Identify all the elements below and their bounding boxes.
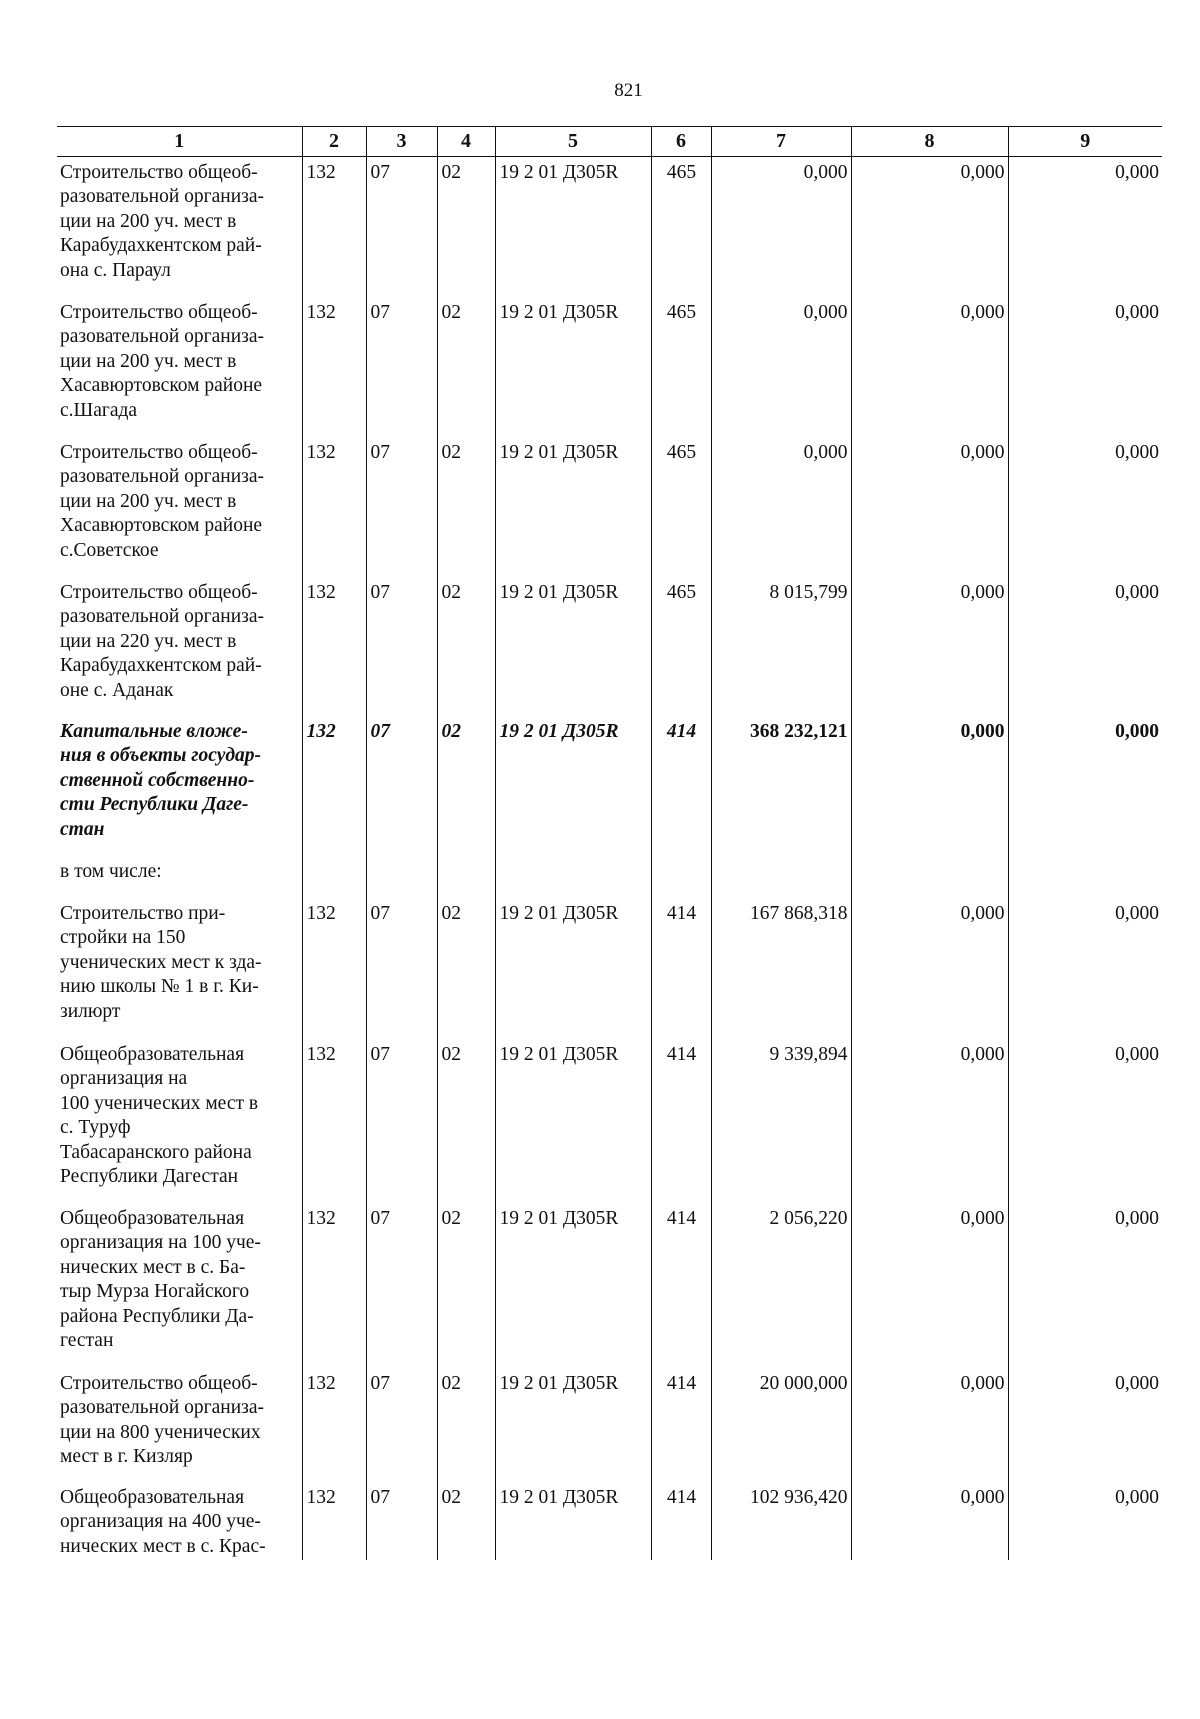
col-4-value: 02 (437, 898, 495, 1039)
col-6-value: 465 (651, 297, 711, 437)
col-6-value: 414 (651, 1368, 711, 1482)
col-8-value: 0,000 (851, 577, 1008, 716)
col-2-value: 132 (302, 1203, 366, 1368)
col-7-value: 0,000 (711, 297, 851, 437)
col-4-value: 02 (437, 1203, 495, 1368)
col-5-value: 19 2 01 Д305R (495, 1203, 651, 1368)
col-6-value: 414 (651, 898, 711, 1039)
col-5-value: 19 2 01 Д305R (495, 577, 651, 716)
col-2-value: 132 (302, 156, 366, 297)
col-8-value: 0,000 (851, 898, 1008, 1039)
col-6-value: 414 (651, 716, 711, 856)
column-header: 6 (651, 127, 711, 157)
item-name: Общеобразовательная организация на 100 уче- нических мест в с. Ба- тыр Мурза Ногайского района Республики Да- гестан (60, 1207, 261, 1351)
table-body (57, 156, 1162, 1560)
table-row (57, 898, 1162, 1039)
col-2-value: 132 (302, 1368, 366, 1482)
page-number: 821 (614, 80, 643, 101)
item-name: Строительство общеоб- разовательной организа- ции на 220 уч. мест в Карабудахкентском рай- оне с. Аданак (60, 581, 265, 701)
col-4-value: 02 (437, 156, 495, 297)
col-5-value: 19 2 01 Д305R (495, 716, 651, 856)
col-6-value: 414 (651, 1203, 711, 1368)
col-8-value: 0,000 (851, 1368, 1008, 1482)
col-9-value: 0,000 (1008, 437, 1162, 577)
col-4-value: 02 (437, 1482, 495, 1560)
budget-table (57, 126, 1162, 1560)
col-4-value (437, 856, 495, 898)
col-3-value: 07 (366, 1368, 437, 1482)
col-6-value: 414 (651, 1482, 711, 1560)
col-8-value: 0,000 (851, 1039, 1008, 1203)
table-row (57, 156, 1162, 297)
table-row (57, 1039, 1162, 1203)
column-header: 3 (366, 127, 437, 157)
table-row (57, 437, 1162, 577)
col-5-value: 19 2 01 Д305R (495, 1368, 651, 1482)
col-9-value: 0,000 (1008, 1368, 1162, 1482)
col-8-value (851, 856, 1008, 898)
col-8-value: 0,000 (851, 716, 1008, 856)
col-8-value: 0,000 (851, 1203, 1008, 1368)
col-3-value: 07 (366, 297, 437, 437)
col-2-value (302, 856, 366, 898)
col-2-value: 132 (302, 297, 366, 437)
col-7-value: 8 015,799 (711, 577, 851, 716)
column-header: 7 (711, 127, 851, 157)
column-header: 8 (851, 127, 1008, 157)
col-6-value (651, 856, 711, 898)
col-9-value: 0,000 (1008, 716, 1162, 856)
col-2-value: 132 (302, 1039, 366, 1203)
col-9-value: 0,000 (1008, 297, 1162, 437)
col-7-value (711, 856, 851, 898)
column-header: 9 (1008, 127, 1162, 157)
table-row (57, 1203, 1162, 1368)
col-7-value: 167 868,318 (711, 898, 851, 1039)
col-2-value: 132 (302, 577, 366, 716)
col-9-value: 0,000 (1008, 156, 1162, 297)
col-3-value: 07 (366, 156, 437, 297)
col-3-value: 07 (366, 898, 437, 1039)
item-name: в том числе: (60, 860, 162, 882)
item-name: Строительство общеоб- разовательной организа- ции на 800 ученических мест в г. Кизляр (60, 1372, 265, 1467)
table-row (57, 856, 1162, 898)
col-7-value: 368 232,121 (711, 716, 851, 856)
col-6-value: 465 (651, 156, 711, 297)
table-row (57, 577, 1162, 716)
col-4-value: 02 (437, 716, 495, 856)
item-name: Общеобразовательная организация на 400 уче- нических мест в с. Крас- (60, 1486, 266, 1557)
col-2-value: 132 (302, 437, 366, 577)
col-5-value (495, 856, 651, 898)
col-7-value: 0,000 (711, 437, 851, 577)
column-header: 5 (495, 127, 651, 157)
column-header: 2 (302, 127, 366, 157)
col-8-value: 0,000 (851, 297, 1008, 437)
col-8-value: 0,000 (851, 437, 1008, 577)
col-7-value: 20 000,000 (711, 1368, 851, 1482)
item-name: Строительство при- стройки на 150 ученических мест к зда- нию школы № 1 в г. Ки- зилюрт (60, 902, 262, 1022)
col-4-value: 02 (437, 1368, 495, 1482)
header-row (57, 127, 1162, 157)
item-name: Капитальные вложе- ния в объекты государ- ственной собственно- сти Республики Даге- стан (60, 720, 262, 840)
col-9-value (1008, 856, 1162, 898)
col-4-value: 02 (437, 1039, 495, 1203)
col-9-value: 0,000 (1008, 1482, 1162, 1560)
col-5-value: 19 2 01 Д305R (495, 156, 651, 297)
col-7-value: 9 339,894 (711, 1039, 851, 1203)
col-5-value: 19 2 01 Д305R (495, 898, 651, 1039)
item-name: Строительство общеоб- разовательной организа- ции на 200 уч. мест в Карабудахкентском рай- она с. Параул (60, 161, 265, 281)
col-2-value: 132 (302, 716, 366, 856)
col-7-value: 2 056,220 (711, 1203, 851, 1368)
col-5-value: 19 2 01 Д305R (495, 297, 651, 437)
column-header: 4 (437, 127, 495, 157)
col-2-value: 132 (302, 898, 366, 1039)
col-3-value: 07 (366, 1203, 437, 1368)
col-9-value: 0,000 (1008, 898, 1162, 1039)
col-9-value: 0,000 (1008, 577, 1162, 716)
col-9-value: 0,000 (1008, 1039, 1162, 1203)
col-3-value: 07 (366, 437, 437, 577)
col-5-value: 19 2 01 Д305R (495, 1482, 651, 1560)
col-8-value: 0,000 (851, 156, 1008, 297)
col-3-value (366, 856, 437, 898)
item-name: Строительство общеоб- разовательной организа- ции на 200 уч. мест в Хасавюртовском районе с.Советское (60, 441, 265, 561)
col-2-value: 132 (302, 1482, 366, 1560)
col-5-value: 19 2 01 Д305R (495, 437, 651, 577)
col-3-value: 07 (366, 577, 437, 716)
table-row (57, 1482, 1162, 1560)
col-4-value: 02 (437, 577, 495, 716)
col-9-value: 0,000 (1008, 1203, 1162, 1368)
item-name: Строительство общеоб- разовательной организа- ции на 200 уч. мест в Хасавюртовском районе с.Шагада (60, 301, 265, 421)
col-7-value: 0,000 (711, 156, 851, 297)
col-7-value: 102 936,420 (711, 1482, 851, 1560)
col-3-value: 07 (366, 1039, 437, 1203)
col-6-value: 465 (651, 577, 711, 716)
col-3-value: 07 (366, 716, 437, 856)
col-6-value: 465 (651, 437, 711, 577)
table-row (57, 716, 1162, 856)
column-header: 1 (57, 127, 302, 157)
col-5-value: 19 2 01 Д305R (495, 1039, 651, 1203)
col-4-value: 02 (437, 297, 495, 437)
col-4-value: 02 (437, 437, 495, 577)
col-6-value: 414 (651, 1039, 711, 1203)
table-row (57, 297, 1162, 437)
item-name: Общеобразовательная организация на 100 ученических мест в с. Туруф Табасаранского района Республики Дагестан (60, 1043, 259, 1187)
table-row (57, 1368, 1162, 1482)
col-3-value: 07 (366, 1482, 437, 1560)
col-8-value: 0,000 (851, 1482, 1008, 1560)
